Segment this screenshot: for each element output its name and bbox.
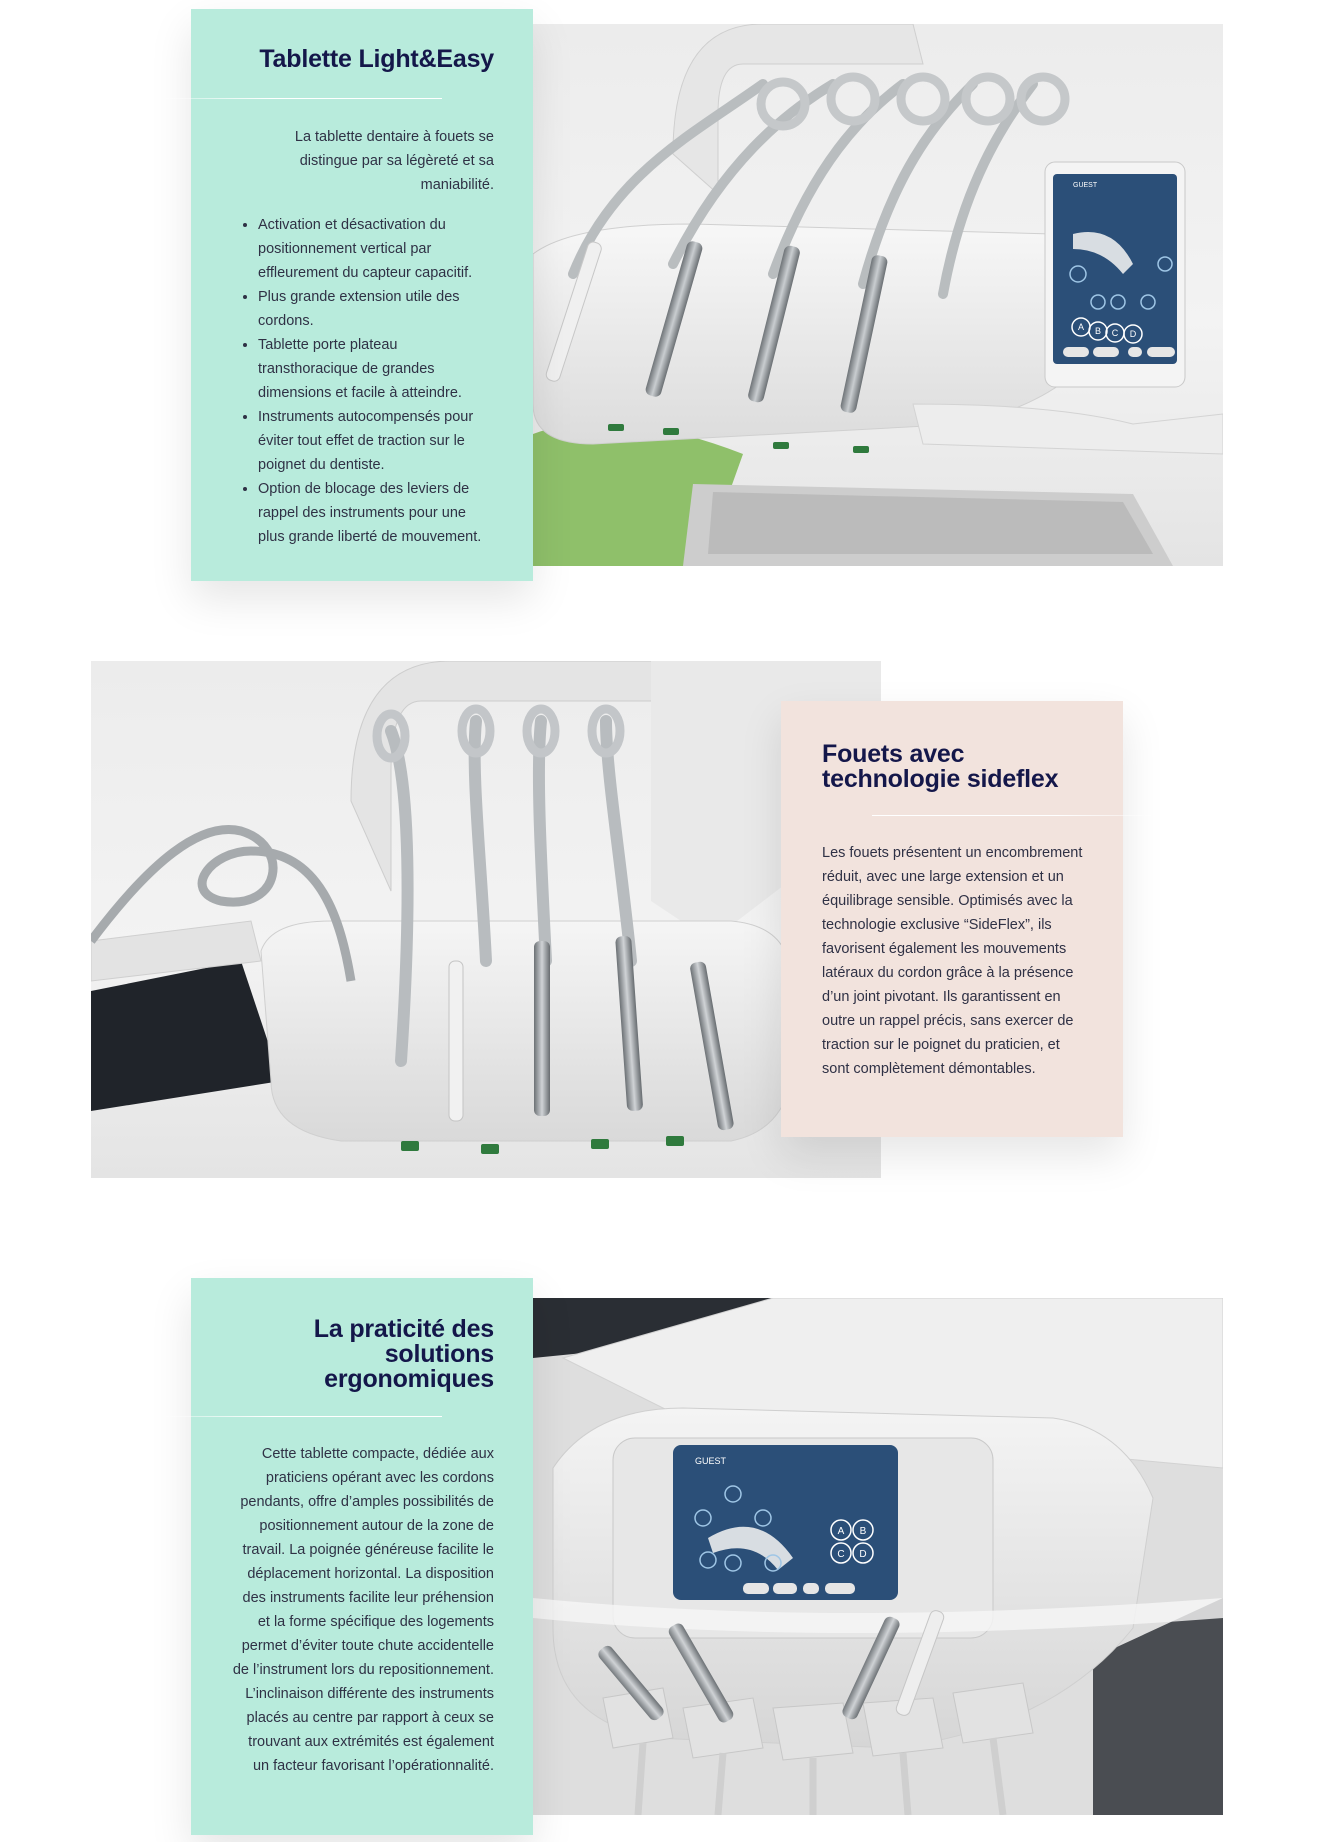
title-line: ergonomiques [324,1365,494,1393]
card-sideflex [781,701,1123,1137]
list-item: • Option de blocage des leviers de rappel des instruments pour une plus grande liberté de mouvement. [258,477,494,549]
list-item: • Activation et désactivation du positionnement vertical par effleurement du capteur capacitif. [258,213,494,285]
screen-key-a: A [1077,322,1085,332]
whips-illustration [91,661,881,1178]
screen-key-c: C [1111,328,1119,338]
card-light-easy [191,9,533,581]
section-title-light-easy: Tablette Light&Easy [259,45,494,73]
title-line: Fouets avec [822,740,965,768]
title-line: technologie sideflex [822,765,1059,793]
screen-key-c: C [837,1549,845,1560]
section-title-sideflex [822,742,1112,792]
dental-unit-photo-3 [533,1298,1223,1815]
title-divider-2 [872,815,1182,816]
screen-user-label: GUEST [1073,182,1098,189]
section-body-ergonomic: Cette tablette compacte, dédiée aux praticiens opérant avec les cordons pendants, offre d’amples possibilités de positionnement autour de la zone de travail. La poignée généreuse facilite le déplacement horizontal. La disposition des instruments facilite leur préhension et la forme spécifique des logements permet d’éviter toute chute accidentelle de l’instrument lors du repositionnement. L’inclinaison différente des instruments placés au centre par rapport à ceux se trouvant aux extrémités est également un facteur favorisant l’opérationnalité. [232,1446,494,1774]
title-divider-3 [132,1416,442,1417]
list-item: • Tablette porte plateau transthoracique de grandes dimensions et facile à atteindre. [258,333,494,405]
dental-unit-photo-1 [533,24,1223,566]
ergonomic-tablet-illustration [533,1298,1223,1815]
section-title-ergonomic [194,1317,494,1392]
screen-user-label: GUEST [695,1456,727,1466]
screen-key-a: A [837,1526,845,1537]
title-line: La praticité des [313,1315,494,1343]
dental-unit-photo-2 [91,661,881,1178]
screen-key-b: B [1094,326,1102,336]
list-item: • Instruments autocompensés pour éviter tout effet de traction sur le poignet du dentiste. [258,405,494,477]
card-ergonomic [191,1278,533,1835]
title-line: solutions [384,1340,494,1368]
feature-list [236,213,494,549]
screen-key-d: D [859,1549,867,1560]
title-divider-1 [132,98,442,99]
section-intro-light-easy: La tablette dentaire à fouets se distingue par sa légèreté et sa maniabilité. [294,129,494,193]
section-body-sideflex: Les fouets présentent un encombrement réduit, avec une large extension et un équilibrage sensible. Optimisés avec la technologie exclusive “SideFlex”, ils favorisent également les mouvements latéraux du cordon grâce à la présence d’un joint pivotant. Ils garantissent en outre un rappel précis, sans exercer de traction sur le poignet du praticien, et sont complètement démontables. [822,845,1083,1077]
dental-tablet-illustration [533,24,1223,566]
screen-key-d: D [1129,329,1137,339]
list-item: • Plus grande extension utile des cordons. [258,285,494,333]
screen-key-b: B [859,1526,867,1537]
